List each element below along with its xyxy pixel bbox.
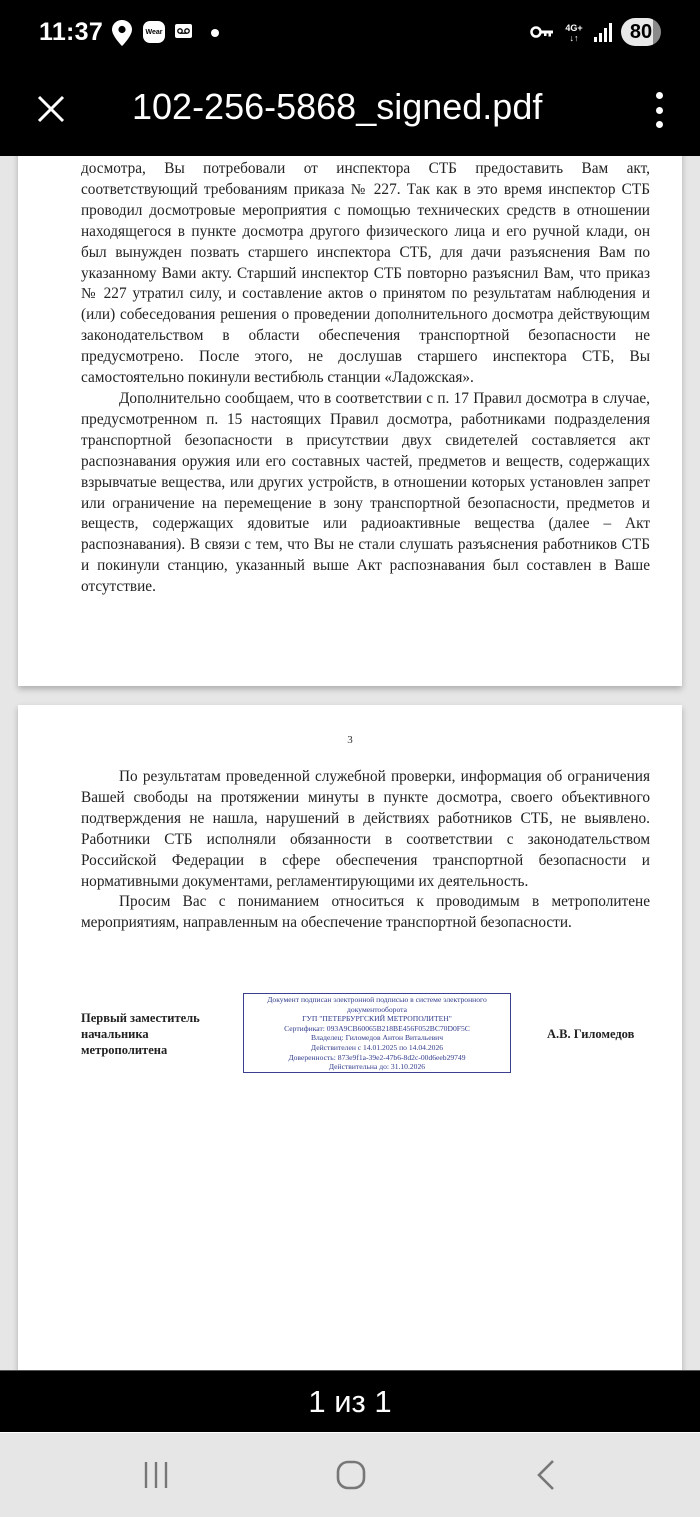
back-button[interactable] <box>527 1455 567 1495</box>
network-4g-plus-icon <box>563 20 585 46</box>
paragraph: Дополнительно сообщаем, что в соответствии с п. 17 Правил досмотра в случае, предусмотренном п. 15 настоящих Правил досмотра, работниками подразделения транспортной безопасности в присутствии двух свидетелей составляется акт распознавания оружия или его составных частей, предметов и веществ, содержащих взрывчатые вещества, или других устройств, в отношении которых установлен запрет или ограничение на перемещение в зону транспортной безопасности, предметов и веществ, содержащих ядовитые или радиоактивные вещества (далее – Акт распознавания). В связи с тем, что Вы не стали слушать разъяснения работников СТБ и покинули станцию, указанный выше Акт распознавания был составлен в Ваше отсутствие. <box>81 389 650 596</box>
close-button[interactable] <box>30 88 72 130</box>
document-title: 102-256-5868_signed.pdf <box>132 86 543 127</box>
status-time: 11:37 <box>39 18 104 46</box>
wear-icon: Wear <box>143 21 165 43</box>
paragraph: Просим Вас с пониманием относиться к проводимым в метрополитене мероприятиям, направленным на обеспечение транспортной безопасности. <box>81 893 650 932</box>
location-pin-icon <box>112 20 132 46</box>
page-number: 3 <box>347 734 353 746</box>
back-icon <box>535 1459 559 1491</box>
close-icon <box>37 95 65 123</box>
network-arrows: ↓↑ <box>569 33 579 43</box>
paragraph: По результатам проведенной служебной проверки, информация об ограничения Вашей свободы на протяжении минуты в пункте досмотра, своего объективного подтверждения не нашла, нарушений в действиях работников СТБ, не выявлено. Работники СТБ исполняли обязанности в соответствии с законодательством Российской Федерации в сфере обеспечения транспортной безопасности и нормативными документами, регламентирующими их деятельность. <box>81 768 650 890</box>
vpn-key-icon <box>530 24 554 40</box>
battery-icon: 80 <box>621 18 661 46</box>
recents-icon <box>141 1460 171 1490</box>
home-button[interactable] <box>331 1455 371 1495</box>
signer-title: Первый заместитель начальника метрополитена <box>81 1011 200 1057</box>
more-vert-icon <box>656 92 663 99</box>
navigation-bar <box>0 1432 700 1517</box>
signal-icon <box>593 22 613 42</box>
network-label: 4G+ <box>565 23 583 33</box>
recents-button[interactable] <box>136 1455 176 1495</box>
status-bar <box>0 0 700 66</box>
pdf-viewer[interactable] <box>0 156 700 1370</box>
voicemail-icon <box>175 24 192 38</box>
page-body-text <box>81 767 650 934</box>
pdf-page <box>18 156 682 686</box>
page-body-text <box>81 159 650 598</box>
page-indicator: 1 из 1 <box>0 1370 700 1432</box>
paragraph: досмотра, Вы потребовали от инспектора СТБ предоставить Вам акт, соответствующий требованиям приказа № 227. Так как в это время инспектор СТБ проводил досмотровые мероприятия с помощью технических средств в отношении находящегося в пункте досмотра другого физического лица и его ручной клади, он был вынужден позвать старшего инспектора СТБ, для дачи разъяснения Вам по указанному Вами акту. Старший инспектор СТБ повторно разъяснил Вам, что приказ № 227 утратил силу, и составление актов о принятом по результатам наблюдения и (или) собеседования решения о проведении дополнительного досмотра действующим законодательством в области обеспечения транспортной безопасности не предусмотрено. После этого, не дослушав старшего инспектора СТБ, Вы самостоятельно покинули вестибюль станции «Ладожская». <box>81 160 650 387</box>
app-bar <box>0 66 700 156</box>
electronic-signature-stamp: Документ подписан электронной подписью в системе электронного документооборота ГУП "ПЕТЕРБУРГСКИЙ МЕТРОПОЛИТЕН" Сертификат: 093A9CB60065B218BE456F052BC70D0F5C Владелец: Гиломедов Антон Витальевич Действителен с 14.01.2025 по 14.04.2026 Доверенность: 873e9f1a-39e2-47b6-8d2c-00d6eeb29749 Действительна до: 31.10.2026 <box>243 993 511 1073</box>
home-icon <box>335 1459 367 1491</box>
pdf-page <box>18 705 682 1370</box>
signer-name: А.В. Гиломедов <box>547 1027 635 1041</box>
more-options-button[interactable] <box>645 88 673 132</box>
notification-dot-icon <box>211 29 219 37</box>
